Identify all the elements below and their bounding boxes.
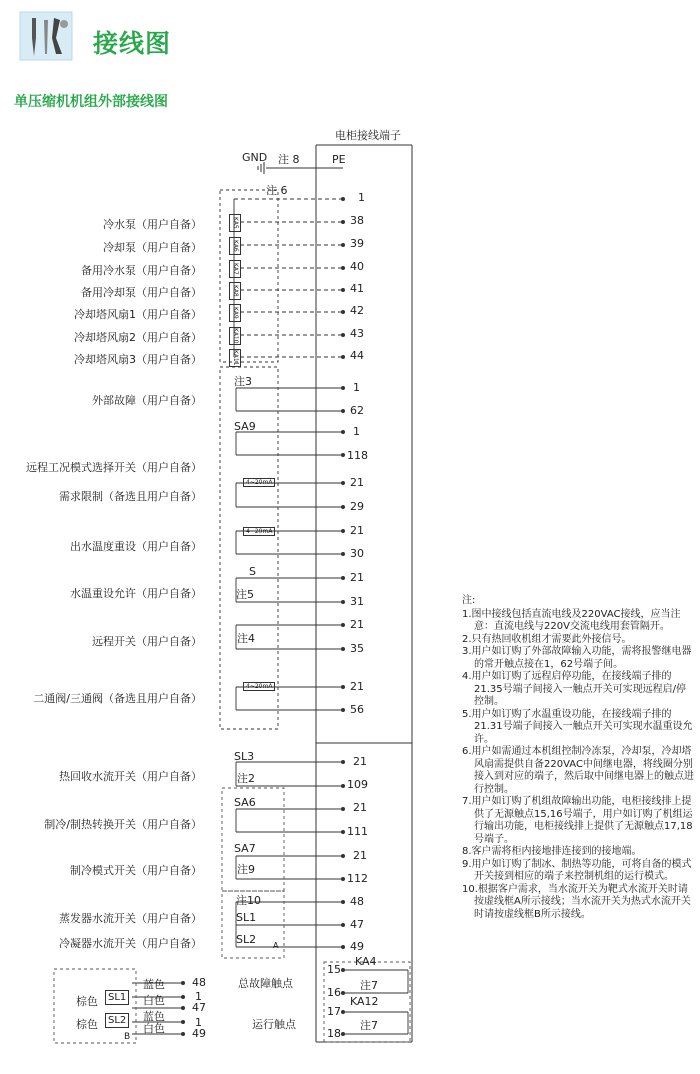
note-6: 6.用户如需通过本机组控制冷冻泵，冷却泵，冷却塔风扇需提供自备220VAC中间继电器，将线圈分别接入到对应的端子，然后取中间继电器上的触点进行控制。 [462,746,694,795]
terminal-21f: 21 [353,755,367,768]
terminal-21g: 21 [353,801,367,814]
terminal-dot [341,708,345,712]
terminal-109: 109 [347,778,368,791]
switch-note9: 注9 [237,863,255,876]
terminal-dot [341,760,345,764]
terminal-dot [341,529,345,533]
terminal-dot [341,333,345,337]
terminal-dot [341,409,345,413]
terminal-dot [341,784,345,788]
terminal-dot [341,900,345,904]
notes-panel [462,595,694,921]
label-tower-fan-1: 冷却塔风扇1（用户自备） [74,308,202,321]
flow-white-2: 白色 [143,1022,165,1035]
terminal-30: 30 [350,547,364,560]
relay-ka5: KA5 [229,214,241,232]
switch-s: S [249,565,256,578]
terminal-35: 35 [350,642,364,655]
label-evaporator-flow: 蒸发器水流开关（用户自备） [59,912,202,925]
terminal-dot [341,430,345,434]
switch-sa9: SA9 [234,420,256,433]
relay-ka9: KA9 [229,304,241,322]
terminal-dot [341,991,345,995]
terminal-dot [341,807,345,811]
switch-note10: 注10 [236,894,261,907]
flow-n48: 48 [192,976,206,989]
relay-ka8: KA8 [229,282,241,300]
terminal-dot [341,685,345,689]
pe-label: PE [332,153,346,166]
relay-ka6: KA6 [229,237,241,255]
terminal-top-43: 43 [350,327,364,340]
label-condenser-flow: 冷凝器水流开关（用户自备） [59,937,202,950]
terminal-dot [341,266,345,270]
box-a-label: A [273,941,279,950]
terminal-21d: 21 [350,618,364,631]
terminal-dot [341,854,345,858]
terminal-dot [341,453,345,457]
terminal-dot [341,243,345,247]
terminal-21c: 21 [350,571,364,584]
terminal-15: 15 [327,963,341,976]
switch-note4: 注4 [237,632,255,645]
terminal-dot [341,623,345,627]
note-5: 5.用户如订购了水温重设功能，在接线端子排的21.31号端子间接入一触点开关可实现水温重设允许。 [462,708,693,745]
terminal-dot [341,945,345,949]
terminal-31: 31 [350,595,364,608]
terminal-dot [341,481,345,485]
note-3: 3.用户如订购了外部故障输入功能，需将报警继电器的常开触点接在1，62号端子间。 [462,646,692,670]
note-9: 9.用户如订购了制冰、制热等功能，可将自备的模式开关接到相应的端子来控制机组的运行模式。 [462,858,692,882]
flow-sl1: SL1 [105,990,129,1005]
label-heat-recovery-flow: 热回收水流开关（用户自备） [59,770,202,783]
label-run-contact: 运行触点 [252,1018,296,1031]
box-b-label: B [124,1032,131,1042]
terminal-21a: 21 [350,476,364,489]
terminal-dot [181,1032,185,1036]
label-backup-cooling-pump: 备用冷却泵（用户自备） [81,286,202,299]
terminal-dot [341,288,345,292]
note-1: 1.图中接线包括直流电线及220VAC接线，应当注意：直流电线与220V交流电线用套管隔开。 [462,608,681,632]
gnd-label: GND [242,151,268,164]
switch-sa7: SA7 [234,842,256,855]
notes-heading: 注: [462,595,476,606]
label-remote-switch: 远程开关（用户自备） [92,635,202,648]
terminal-dot [181,1020,185,1024]
label-tower-fan-3: 冷却塔风扇3（用户自备） [74,353,202,366]
switch-note7-a: 注7 [360,979,378,992]
label-cool-heat-switch: 制冷/制热转换开关（用户自备） [44,818,202,831]
note8-label: 注 8 [278,153,300,166]
terminal-dot [341,197,345,201]
terminal-56: 56 [350,703,364,716]
flow-brown-2: 棕色 [76,1018,98,1031]
page-title: 接线图 [93,29,172,58]
analog-box-1: 4~20mA [243,478,275,487]
terminal-dot [341,355,345,359]
terminal-dot [341,310,345,314]
diagram-subtitle: 单压缩机机组外部接线图 [14,94,168,110]
terminal-dot [181,981,185,985]
note-10: 10.根据客户需求，当水流开关为靶式水流开关时请按虚线框A所示接线；当水流开关为热式水流开关时请按虚线框B所示接线。 [462,883,691,920]
terminal-21e: 21 [350,680,364,693]
terminal-top-38: 38 [350,214,364,227]
terminal-dot [341,830,345,834]
flow-n1b: 1 [195,1016,202,1029]
terminal-16: 16 [327,986,341,999]
flow-n1: 1 [195,990,202,1003]
flow-blue-1: 蓝色 [143,978,165,991]
terminal-49: 49 [350,940,364,953]
switch-sl3: SL3 [234,750,255,763]
relay-ka7: KA7 [229,260,241,278]
analog-box-2: 4~20mA [243,527,275,536]
terminal-62: 62 [350,404,364,417]
switch-ka4: KA4 [355,955,377,968]
flow-n47: 47 [192,1001,206,1014]
relay-ka11: KA11 [229,349,241,367]
label-backup-chilled-pump: 备用冷水泵（用户自备） [81,264,202,277]
terminal-top-40: 40 [350,260,364,273]
terminal-47: 47 [350,918,364,931]
terminal-dot [341,968,345,972]
switch-sa6: SA6 [234,796,256,809]
terminal-111: 111 [347,825,368,838]
terminal-1a: 1 [353,381,360,394]
terminal-dot [341,552,345,556]
label-temp-reset-enable: 水温重设允许（用户自备） [70,587,202,600]
note-2: 2.只有热回收机组才需要此外接信号。 [462,633,632,645]
flow-white-1: 白色 [143,994,165,1007]
terminal-21h: 21 [353,849,367,862]
label-outlet-temp-reset: 出水温度重设（用户自备） [70,540,202,553]
label-remote-mode: 远程工况模式选择开关（用户自备） [26,461,202,474]
terminal-dot [341,600,345,604]
switch-ka12: KA12 [350,995,379,1008]
flow-brown-1: 棕色 [76,995,98,1008]
label-external-fault: 外部故障（用户自备） [92,394,202,407]
terminal-dot [341,386,345,390]
terminal-48: 48 [350,895,364,908]
switch-note2: 注2 [237,772,255,785]
label-cooling-pump: 冷却泵（用户自备） [103,241,202,254]
label-tower-fan-2: 冷却塔风扇2（用户自备） [74,331,202,344]
terminal-17: 17 [327,1005,341,1018]
terminal-top-42: 42 [350,304,364,317]
label-general-fault: 总故障触点 [238,977,293,990]
switch-note3: 注3 [234,375,252,388]
terminal-top-41: 41 [350,282,364,295]
label-chilled-pump: 冷水泵（用户自备） [103,218,202,231]
terminal-1b: 1 [353,425,360,438]
label-cooling-mode: 制冷模式开关（用户自备） [70,864,202,877]
terminal-dot [341,877,345,881]
switch-sl1: SL1 [236,911,257,924]
terminal-dot [341,1010,345,1014]
terminal-dot [341,647,345,651]
terminal-top-44: 44 [350,349,364,362]
switch-note5: 注5 [236,588,254,601]
switch-note7-b: 注7 [360,1019,378,1032]
analog-box-3: 4~20mA [243,682,275,691]
flow-n49: 49 [192,1027,206,1040]
note6-label: 注 6 [266,184,288,197]
terminal-21b: 21 [350,524,364,537]
terminal-dot [341,1032,345,1036]
terminal-112: 112 [347,872,368,885]
note-8: 8.客户需将柜内接地排连接到的接地端。 [462,846,642,857]
flow-sl2: SL2 [105,1013,129,1028]
label-valve: 二通阀/三通阀（备选且用户自备） [33,692,202,705]
terminal-dot [341,576,345,580]
terminal-118: 118 [347,449,368,462]
terminal-top-39: 39 [350,237,364,250]
terminal-dot [181,1006,185,1010]
terminal-18: 18 [327,1027,341,1040]
note-4: 4.用户如订购了远程启停功能，在接线端子排的21.35号端子间接入一触点开关可实现远程启/停控制。 [462,671,686,707]
terminal-29: 29 [350,500,364,513]
flow-blue-2: 蓝色 [143,1010,165,1023]
terminal-box-title: 电柜接线端子 [335,129,401,142]
note-7: 7.用户如订购了机组故障输出功能，电柜接线排上提供了无源触点15,16号端子，用户如订购了机组运行输出功能，电柜接线排上提供了无源触点17,18号端子。 [462,796,693,845]
terminal-top-1: 1 [358,191,365,204]
switch-sl2: SL2 [236,933,257,946]
terminal-dot [341,923,345,927]
terminal-dot [341,220,345,224]
terminal-dot [341,505,345,509]
label-demand-limit: 需求限制（备选且用户自备） [59,490,202,503]
relay-ka10: KA10 [229,327,241,345]
terminal-dot [181,995,185,999]
